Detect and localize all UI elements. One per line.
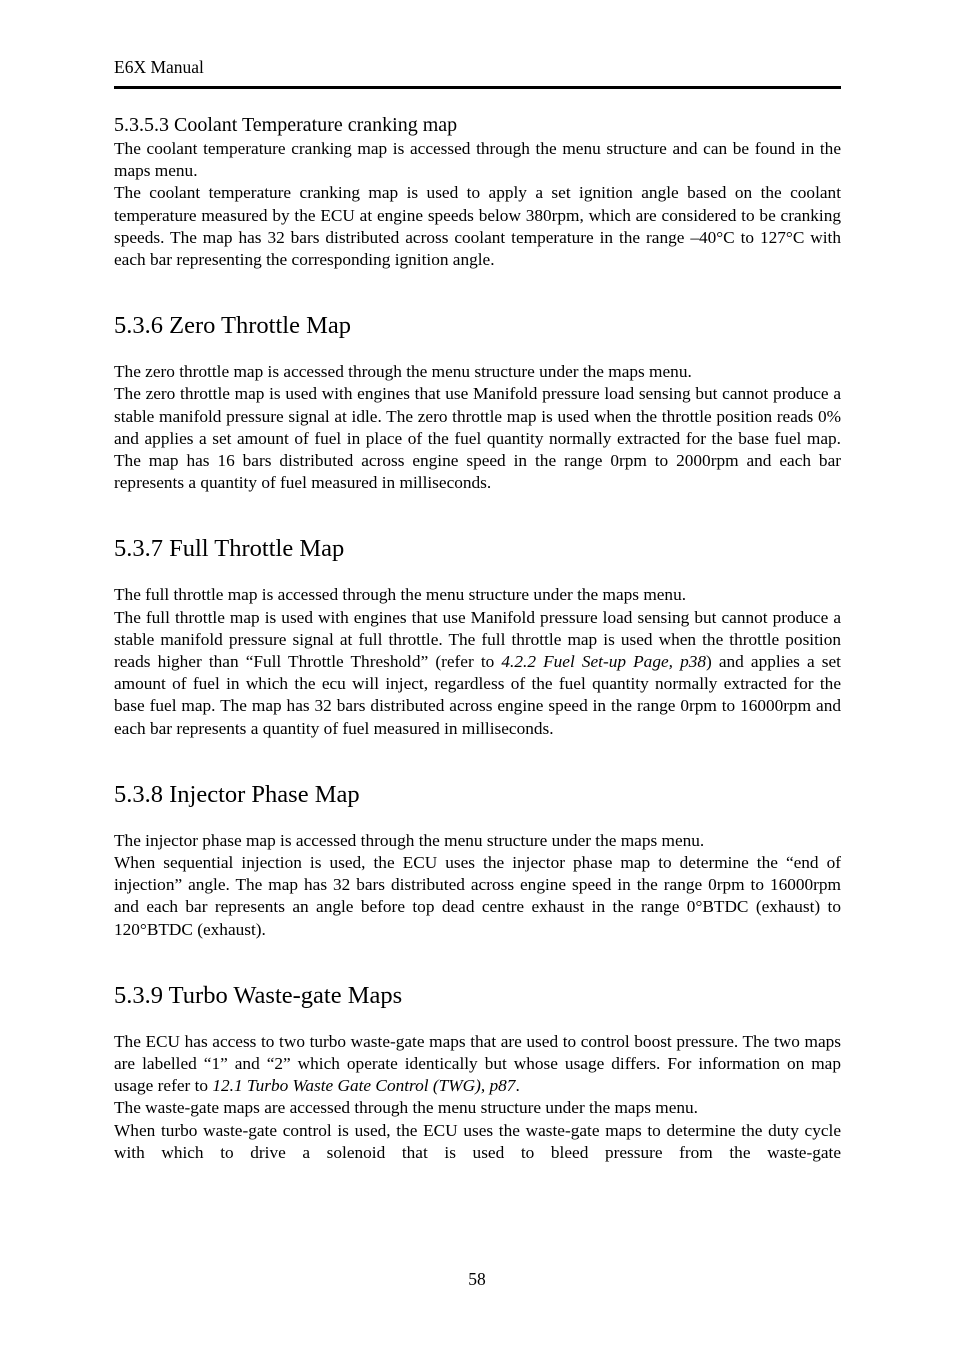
- section-turbo-waste-gate-maps: [114, 981, 841, 1164]
- page-body: [114, 112, 841, 1164]
- header-rule: [114, 86, 841, 89]
- paragraph: [114, 607, 841, 740]
- paragraph: The zero throttle map is accessed through the menu structure under the maps menu.: [114, 362, 692, 382]
- cross-reference-link[interactable]: 12.1 Turbo Waste Gate Control (TWG), p87: [212, 1076, 516, 1096]
- paragraph: The coolant temperature cranking map is accessed through the menu structure and can be found in the maps menu.: [114, 139, 841, 181]
- paragraph: When turbo waste-gate control is used, the ECU uses the waste-gate maps to determine the duty cycle with which to drive a solenoid that is used to bleed pressure from the waste-gate: [114, 1120, 841, 1162]
- section-coolant-cranking-map: [114, 112, 841, 271]
- paragraph: The coolant temperature cranking map is used to apply a set ignition angle based on the coolant temperature measured by the ECU at engine speeds below 380rpm, which are considered to be cranking speeds. The map has 32 bars distributed across coolant temperature in the range –40°C to 127°C with each bar representing the corresponding ignition angle.: [114, 183, 841, 270]
- paragraph: The injector phase map is accessed through the menu structure under the maps menu.: [114, 830, 705, 850]
- section-heading: 5.3.7 Full Throttle Map: [114, 535, 345, 563]
- paragraph: The zero throttle map is used with engines that use Manifold pressure load sensing but cannot produce a stable manifold pressure signal at idle. The zero throttle map is used when the throttle position reads 0% and applies a set amount of fuel in place of the fuel quantity normally extracted for the base fuel map. The map has 16 bars distributed across engine speed in the range 0rpm to 2000rpm and each bar represents a quantity of fuel measured in milliseconds.: [114, 384, 841, 493]
- section-heading: 5.3.8 Injector Phase Map: [114, 780, 360, 808]
- section-zero-throttle-map: [114, 311, 841, 494]
- text-run: The ECU has access to two turbo waste-gate maps that are used to control boost pressure. The two maps are labelled “1” and “2” which operate identically but whose usage differs. For information on map usage refer to: [114, 1031, 841, 1096]
- text-run: ) and applies a set amount of fuel in which the ecu will inject, regardless of the fuel quantity normally extracted for the base fuel map. The map has 32 bars distributed across engine speed in the range 0rpm to 16000rpm and each bar represents a quantity of fuel measured in milliseconds.: [114, 652, 841, 738]
- text-run: The full throttle map is used with engines that use Manifold pressure load sensing but cannot produce a stable manifold pressure signal at full throttle. The full throttle map is used when the throttle position reads higher than “Full Throttle Threshold” (refer to: [114, 607, 841, 672]
- paragraph: When sequential injection is used, the ECU uses the injector phase map to determine the “end of injection” angle. The map has 32 bars distributed across engine speed in the range 0rpm to 16000rpm and each bar represents an angle before top dead centre exhaust in the range 0°BTDC (exhaust) to 120°BTDC (exhaust).: [114, 853, 841, 939]
- paragraph: [114, 1031, 841, 1098]
- running-header: E6X Manual: [114, 57, 204, 77]
- section-heading: 5.3.5.3 Coolant Temperature cranking map: [114, 114, 458, 136]
- section-injector-phase-map: [114, 780, 841, 941]
- cross-reference-link[interactable]: 4.2.2 Fuel Set-up Page, p38: [501, 652, 706, 672]
- section-heading: 5.3.9 Turbo Waste-gate Maps: [114, 981, 403, 1009]
- paragraph: The waste-gate maps are accessed through the menu structure under the maps menu.: [114, 1098, 698, 1118]
- page-number: 58: [468, 1269, 486, 1289]
- section-heading: 5.3.6 Zero Throttle Map: [114, 312, 352, 340]
- paragraph: The full throttle map is accessed through the menu structure under the maps menu.: [114, 585, 687, 605]
- section-full-throttle-map: [114, 534, 841, 739]
- text-run: .: [515, 1076, 520, 1096]
